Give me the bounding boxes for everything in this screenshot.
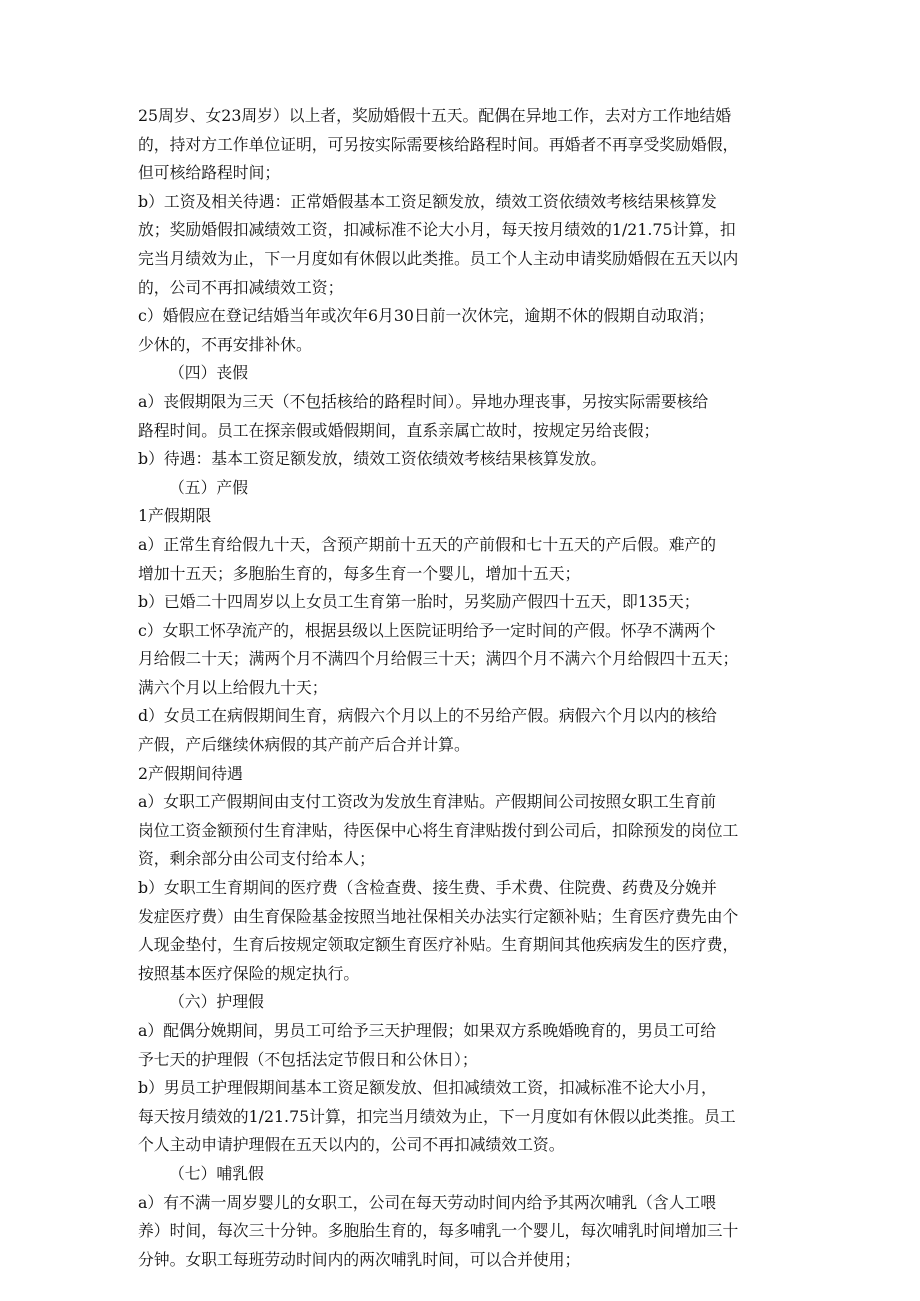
section-heading: （四）丧假	[169, 363, 248, 383]
text-line: a）有不满一周岁婴儿的女职工，公司在每天劳动时间内给予其两次哺乳（含人工喂	[138, 1192, 717, 1212]
text-line: 的，公司不再扣减绩效工资；	[138, 277, 344, 297]
text-line: 25周岁、女23周岁）以上者，奖励婚假十五天。配偶在异地工作，去对方工作地结婚	[138, 106, 732, 125]
text-line: c）女职工怀孕流产的，根据县级以上医院证明给予一定时间的产假。怀孕不满两个	[138, 620, 716, 640]
text-line: 发症医疗费）由生育保险基金按照当地社保相关办法实行定额补贴；生育医疗费先由个	[138, 906, 739, 926]
text-line: 的，持对方工作单位证明，可另按实际需要核给路程时间。再婚者不再享受奖励婚假，	[138, 134, 739, 154]
text-line: 分钟。女职工每班劳动时间内的两次哺乳时间，可以合并使用；	[138, 1249, 581, 1269]
text-line: b）工资及相关待遇：正常婚假基本工资足额发放，绩效工资依绩效考核结果核算发	[138, 191, 717, 211]
text-line: 月给假二十天；满两个月不满四个月给假三十天；满四个月不满六个月给假四十五天；	[138, 649, 739, 669]
section-heading: （七）哺乳假	[169, 1163, 264, 1183]
text-line: 予七天的护理假（不包括法定节假日和公休日）；	[138, 1049, 478, 1069]
text-line: 完当月绩效为止，下一月度如有休假以此类推。员工个人主动申请奖励婚假在五天以内	[138, 248, 739, 268]
text-line: d）女员工在病假期间生育，病假六个月以上的不另给产假。病假六个月以内的核给	[138, 706, 717, 726]
text-line: 但可核给路程时间；	[138, 163, 281, 183]
text-line: b）待遇：基本工资足额发放，绩效工资依绩效考核结果核算发放。	[138, 449, 607, 469]
text-line: 资，剩余部分由公司支付给本人；	[138, 849, 375, 869]
section-heading: （六）护理假	[169, 992, 264, 1012]
text-line: 增加十五天；多胞胎生育的，每多生育一个婴儿，增加十五天；	[138, 563, 581, 583]
text-line: 产假，产后继续休病假的其产前产后合并计算。	[138, 735, 470, 755]
section-heading: （五）产假	[169, 477, 248, 497]
text-line: 每天按月绩效的1/21.75计算，扣完当月绩效为止，下一月度如有休假以此类推。员工	[138, 1106, 736, 1126]
text-line: a）丧假期限为三天（不包括核给的路程时间）。异地办理丧事，另按实际需要核给	[138, 391, 709, 411]
subsection-heading: 1产假期限	[138, 506, 212, 526]
subsection-heading: 2产假期间待遇	[138, 763, 243, 783]
text-line: 路程时间。员工在探亲假或婚假期间，直系亲属亡故时，按规定另给丧假；	[138, 420, 660, 440]
text-line: b）女职工生育期间的医疗费（含检查费、接生费、手术费、住院费、药费及分娩并	[138, 878, 717, 898]
text-line: 少休的，不再安排补休。	[138, 334, 312, 354]
text-line: 养）时间，每次三十分钟。多胞胎生育的，每多哺乳一个婴儿，每次哺乳时间增加三十	[138, 1221, 739, 1241]
text-line: a）配偶分娩期间，男员工可给予三天护理假；如果双方系晚婚晚育的，男员工可给	[138, 1021, 717, 1040]
text-line: c）婚假应在登记结婚当年或次年6月30日前一次休完，逾期不休的假期自动取消；	[138, 306, 715, 326]
text-line: a）女职工产假期间由支付工资改为发放生育津贴。产假期间公司按照女职工生育前	[138, 792, 717, 812]
text-line: a）正常生育给假九十天，含预产期前十五天的产前假和七十五天的产后假。难产的	[138, 534, 717, 554]
text-line: b）男员工护理假期间基本工资足额发放、但扣减绩效工资，扣减标准不论大小月，	[138, 1078, 717, 1098]
text-line: 满六个月以上给假九十天；	[138, 677, 328, 697]
text-line: 岗位工资金额预付生育津贴，待医保中心将生育津贴拨付到公司后，扣除预发的岗位工	[138, 820, 739, 840]
text-line: b）已婚二十四周岁以上女员工生育第一胎时，另奖励产假四十五天，即135天；	[138, 592, 700, 612]
text-line: 放；奖励婚假扣减绩效工资，扣减标准不论大小月，每天按月绩效的1/21.75计算，扣	[138, 220, 736, 240]
text-line: 个人主动申请护理假在五天以内的，公司不再扣减绩效工资。	[138, 1135, 565, 1155]
text-line: 人现金垫付，生育后按规定领取定额生育医疗补贴。生育期间其他疾病发生的医疗费，	[138, 935, 739, 955]
document-body	[138, 102, 788, 1274]
text-line: 按照基本医疗保险的规定执行。	[138, 963, 360, 983]
